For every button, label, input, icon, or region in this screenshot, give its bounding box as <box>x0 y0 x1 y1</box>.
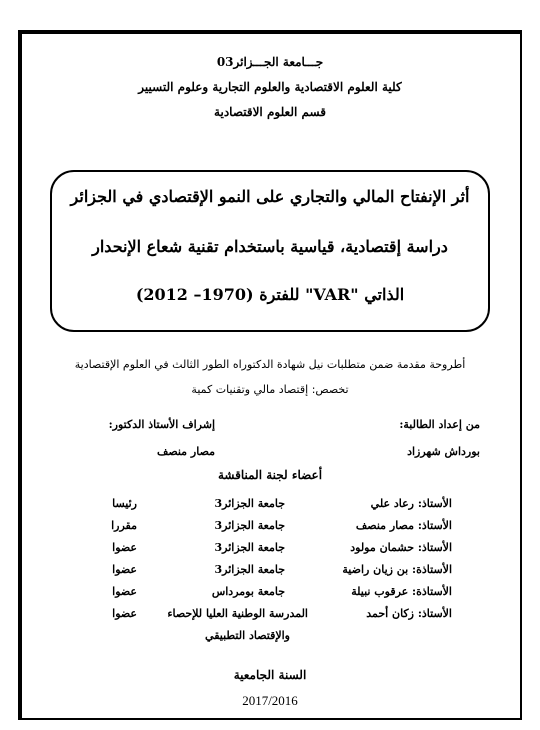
department-name: قسم العلوم الاقتصادية <box>214 105 326 119</box>
title-box <box>50 170 490 332</box>
committee-member-name: الأستاذة: بن زيان راضية <box>342 563 452 576</box>
committee-member-name: الأستاذ: مصار منصف <box>355 519 452 532</box>
title-line-1: أثر الإنفتاح المالي والتجاري على النمو الإقتصادي في الجزائر <box>70 187 470 206</box>
committee-member-role: عضوا <box>112 585 137 598</box>
committee-member-institution: جامعة الجزائر3 <box>214 563 285 576</box>
committee-member-role: عضوا <box>112 563 137 576</box>
faculty-name: كلية العلوم الاقتصادية والعلوم التجارية وعلوم التسيير <box>138 80 402 94</box>
committee-member-role: رئيسا <box>112 497 137 510</box>
committee-member-role: عضوا <box>112 607 137 620</box>
committee-member-institution-line2: والإقتصاد التطبيقي <box>205 629 290 642</box>
committee-member-name: الأستاذ: زكان أحمد <box>366 607 452 620</box>
title-line-2: دراسة إقتصادية، قياسية باستخدام تقنية شعاع الإنحدار <box>92 237 448 256</box>
committee-member-name: الأستاذة: عرقوب نبيلة <box>351 585 452 598</box>
thesis-statement: أطروحة مقدمة ضمن متطلبات نيل شهادة الدكتوراه الطور الثالث في العلوم الإقتصادية <box>74 358 466 371</box>
supervisor-label: إشراف الأستاذ الدكتور: <box>108 418 215 431</box>
academic-year: 2017/2016 <box>242 693 298 708</box>
committee-member-institution: جامعة الجزائر3 <box>214 497 285 510</box>
committee-member-name: الأستاذ: رعاد علي <box>370 497 452 510</box>
committee-member-institution: جامعة الجزائر3 <box>214 541 285 554</box>
committee-member-institution: المدرسة الوطنية العليا للإحصاء <box>167 607 308 620</box>
committee-member-institution: جامعة الجزائر3 <box>214 519 285 532</box>
university-name: جـــامعة الجـــزائر03 <box>216 55 324 69</box>
student-name: بورداش شهرزاد <box>407 445 480 458</box>
committee-member-role: مقررا <box>111 519 137 532</box>
title-line-3: الذاتي "VAR" للفترة (1970– 2012) <box>135 285 405 304</box>
committee-member-role: عضوا <box>112 541 137 554</box>
academic-year-label: السنة الجامعية <box>233 668 307 682</box>
committee-heading: أعضاء لجنة المناقشة <box>217 468 323 482</box>
thesis-specialization: تخصص: إقتصاد مالي وتقنيات كمية <box>191 383 349 396</box>
committee-member-institution: جامعة بومرداس <box>211 585 285 598</box>
committee-member-name: الأستاذ: حشمان مولود <box>350 541 452 554</box>
prepared-by-label: من إعداد الطالبة: <box>399 418 480 431</box>
supervisor-name: مصار منصف <box>156 445 215 458</box>
